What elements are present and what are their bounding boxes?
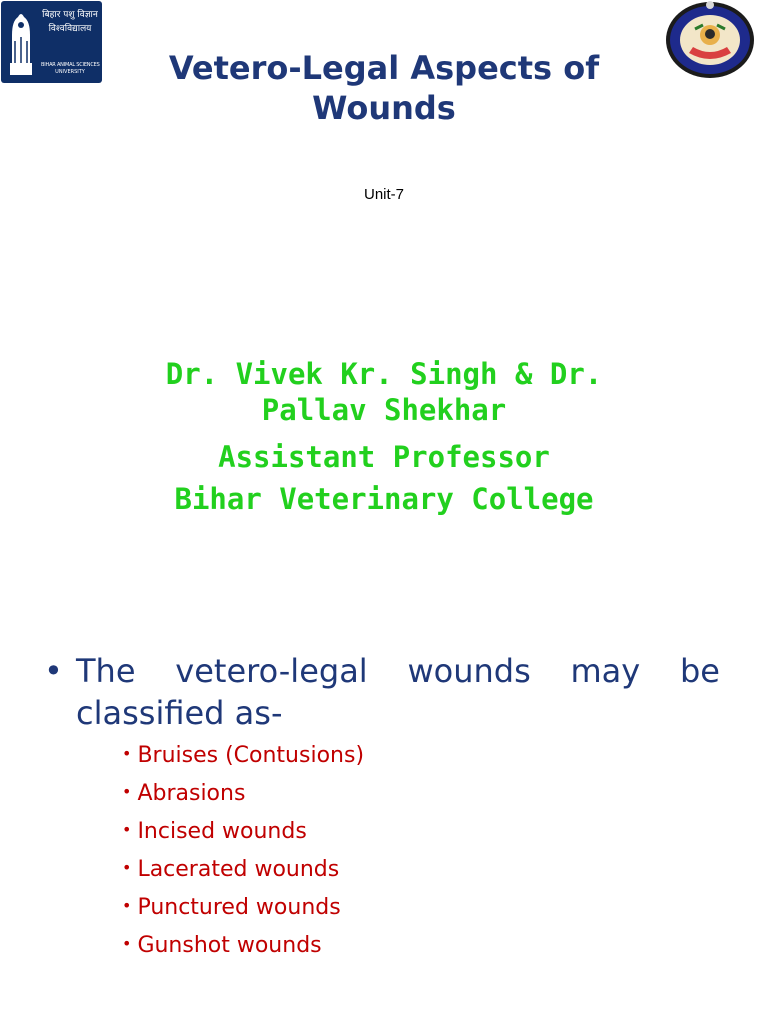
author-designation: Assistant Professor [218,440,550,474]
main-bullet-line1 [76,650,720,692]
logo-english-line2: UNIVERSITY [55,69,85,75]
unit-label: Unit-7 [363,186,404,203]
list-item-label: Lacerated wounds [137,857,340,882]
list-item [122,888,364,926]
main-word: The [76,652,136,690]
college-emblem-icon [665,1,755,79]
author-block [60,356,708,520]
list-item-label: Incised wounds [137,819,307,844]
list-item [122,926,364,964]
list-item-label: Gunshot wounds [137,933,322,958]
list-item [122,850,364,888]
lion-seal-icon [4,5,38,79]
main-word: vetero-legal [175,652,368,690]
main-bullet-line2: classified as- [76,694,283,732]
bullet-dot: • [122,820,132,839]
list-item [122,736,364,774]
bullet-dot: • [44,652,63,690]
list-item-label: Punctured wounds [137,895,341,920]
logo-hindi-line1: बिहार पशु विज्ञान [42,10,98,20]
main-bullet [44,650,724,734]
bullet-dot: • [122,858,132,877]
main-word: wounds [407,652,531,690]
logo-english-line1: BIHAR ANIMAL SCIENCES [41,62,100,68]
list-item-label: Bruises (Contusions) [137,743,365,768]
university-logo [1,1,102,83]
bullet-dot: • [122,782,132,801]
main-word: may [570,652,641,690]
bullet-dot: • [122,744,132,763]
logo-hindi-line2: विश्वविद्यालय [48,24,92,34]
list-item [122,774,364,812]
author-institution: Bihar Veterinary College [174,482,594,516]
author-names-line1: Dr. Vivek Kr. Singh & Dr. [165,357,603,391]
main-word: be [679,652,720,690]
author-names-line2: Pallav Shekhar [261,393,507,427]
bullet-dot: • [122,896,132,915]
wound-types-list [122,736,364,964]
bullet-dot: • [122,934,132,953]
list-item-label: Abrasions [137,781,246,806]
slide-title: Vetero-Legal Aspects of Wounds [168,49,600,127]
list-item [122,812,364,850]
